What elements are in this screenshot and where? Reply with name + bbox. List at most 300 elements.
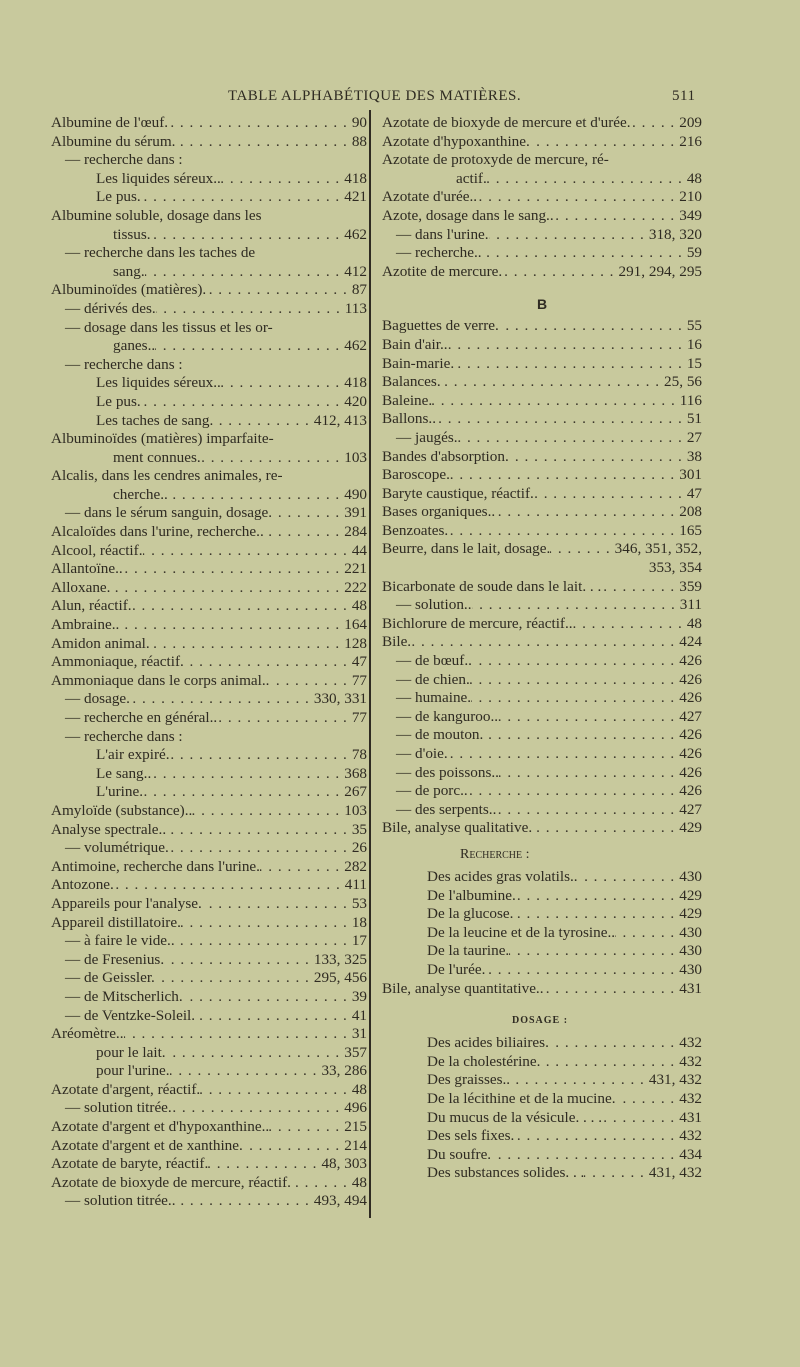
entry-term: — recherche en général.. [65, 709, 218, 726]
entry-term: — volumétrique. [65, 839, 169, 857]
entry-page-refs: 318, 320 [648, 225, 702, 243]
index-entry [51, 1025, 367, 1044]
entry-term: Bain-marie. [382, 354, 455, 372]
entry-page-refs: 214 [344, 1136, 367, 1154]
entry-term: Des substances solides. . . [427, 1164, 585, 1182]
dot-leader [213, 412, 314, 431]
dot-leader [495, 503, 679, 522]
entry-page-refs: 41 [351, 1006, 367, 1024]
entry-page-refs: 353, 354 [648, 559, 702, 577]
dot-leader [143, 542, 352, 561]
entry-page-refs: 47 [686, 484, 702, 502]
entry-term: Alloxane. [51, 578, 111, 596]
dot-leader [168, 486, 344, 505]
index-entry [51, 969, 367, 988]
entry-page-refs: 295, 456 [313, 969, 367, 987]
entries-recherche-group [382, 868, 702, 998]
index-entry [382, 942, 702, 961]
dot-leader [471, 689, 679, 708]
dot-leader [124, 1025, 352, 1044]
entry-page-refs: 430 [679, 867, 702, 885]
entry-term: De la taurine. [427, 942, 510, 960]
index-entry [51, 393, 367, 412]
entry-term: sang. [113, 262, 145, 280]
dot-leader [192, 802, 344, 821]
dot-leader [532, 819, 679, 838]
dot-leader [489, 226, 649, 245]
entry-page-refs: 116 [679, 391, 702, 409]
entry-page-refs: 430 [679, 923, 702, 941]
entry-page-refs: 301 [679, 466, 702, 484]
entry-page-refs: 47 [351, 653, 367, 671]
dot-leader [499, 764, 679, 783]
dot-leader [631, 114, 680, 133]
dot-leader [450, 466, 679, 485]
index-entry [382, 652, 702, 671]
index-entry [382, 410, 702, 429]
dot-leader [477, 188, 679, 207]
index-entry [51, 319, 367, 338]
entry-page-refs: 59 [686, 244, 702, 262]
entry-page-refs: 48 [686, 614, 702, 632]
index-entry [51, 281, 367, 300]
entry-term: — de Fresenius. [65, 950, 165, 968]
entry-page-refs: 165 [679, 521, 702, 539]
entry-page-refs: 462 [344, 225, 367, 243]
dot-leader [602, 1109, 679, 1128]
entry-page-refs: 426 [679, 726, 702, 744]
entry-term: Le pus. [96, 392, 141, 410]
entry-term: Bain d'air.. [382, 335, 448, 353]
index-entry [51, 1007, 367, 1026]
dot-leader [509, 942, 679, 961]
dot-leader [487, 170, 687, 189]
index-entry [382, 1090, 702, 1109]
dot-leader [221, 170, 344, 189]
index-entry [51, 1174, 367, 1193]
dot-leader [260, 858, 344, 877]
index-entry [382, 1164, 702, 1183]
entry-page-refs: 282 [344, 857, 367, 875]
index-entry [382, 1146, 702, 1165]
index-entry [382, 373, 702, 392]
entry-page-refs: 330, 331 [313, 690, 367, 708]
index-entry [51, 430, 367, 449]
index-entry [382, 188, 702, 207]
dot-leader [534, 485, 687, 504]
entry-term: Allantoïne.. [51, 560, 123, 578]
dot-leader [496, 801, 679, 820]
entry-term: ganes.. [113, 337, 156, 355]
entry-term: Azotate d'argent et de xanthine. [51, 1136, 243, 1154]
entry-term: Azotite de mercure. [382, 262, 503, 280]
entry-page-refs: 48 [351, 1173, 367, 1191]
entry-term: Les taches de sang. [96, 411, 214, 429]
entry-page-refs: 128 [344, 634, 367, 652]
entry-page-refs: 31 [351, 1025, 367, 1043]
dot-leader [530, 133, 679, 152]
entry-page-refs: 16 [686, 335, 702, 353]
entry-page-refs: 78 [351, 746, 367, 764]
entry-term: Ambraine.. [51, 616, 120, 634]
index-entry [382, 689, 702, 708]
index-entry [382, 801, 702, 820]
entry-page-refs: 424 [679, 633, 702, 651]
index-entry [51, 783, 367, 802]
entry-term: Appareils pour l'analyse. [51, 894, 202, 912]
entry-term: Bile, analyse quantitative.. [382, 979, 544, 997]
entry-term: Azotate de baryte, réactif. [51, 1155, 209, 1173]
entry-term: — dosage. [65, 690, 130, 708]
entry-term: — solution titrée. [65, 1099, 172, 1117]
entry-term: — d'oie. [396, 745, 448, 762]
entry-term: Antozone. [51, 876, 114, 894]
entry-page-refs: 48 [351, 597, 367, 615]
dot-leader [145, 263, 345, 282]
dot-leader [584, 1164, 649, 1183]
index-entry [51, 709, 367, 728]
dot-leader [482, 244, 687, 263]
index-entry [382, 133, 702, 152]
dot-leader [448, 745, 680, 764]
entry-page-refs: 490 [344, 485, 367, 503]
entry-term: — jaugés. [396, 428, 458, 446]
entry-term: Baroscope. [382, 466, 450, 484]
entry-term: — recherche dans : [65, 151, 183, 169]
index-entry [382, 226, 702, 245]
entry-term: Azotate de bioxyde de mercure et d'urée. [382, 114, 631, 131]
dot-leader [540, 1053, 679, 1072]
entry-page-refs: 215 [344, 1118, 367, 1136]
index-entry [51, 746, 367, 765]
dot-leader [454, 355, 687, 374]
index-entry [51, 802, 367, 821]
entry-term: Alcool, réactif. [51, 541, 143, 559]
entry-term: Azote, dosage dans le sang.. [382, 206, 554, 224]
entry-page-refs: 103 [344, 448, 367, 466]
index-entry [382, 819, 702, 838]
entry-term: — dans l'urine. [396, 225, 489, 243]
index-entry [51, 579, 367, 598]
entry-page-refs: 432 [679, 1127, 702, 1145]
index-entry [51, 672, 367, 691]
entry-term: Amidon animal. [51, 634, 150, 652]
dot-leader [491, 1146, 679, 1165]
entry-page-refs: 164 [344, 616, 367, 634]
entry-page-refs: 133, 325 [313, 950, 367, 968]
index-entry [51, 1137, 367, 1156]
dot-leader [616, 1090, 680, 1109]
dot-leader [195, 1007, 352, 1026]
index-entry [382, 485, 702, 504]
dot-leader [498, 708, 679, 727]
index-entry [51, 728, 367, 747]
entry-term: De la lécithine et de la mucine. [427, 1089, 616, 1107]
dot-leader [155, 969, 314, 988]
entry-page-refs: 87 [351, 281, 367, 299]
entry-page-refs: 426 [679, 652, 702, 670]
entry-page-refs: 27 [686, 428, 702, 446]
index-entry [51, 895, 367, 914]
entry-term: — de bœuf.. [396, 652, 472, 670]
index-entry [51, 560, 367, 579]
entry-page-refs: 88 [351, 132, 367, 150]
dot-leader [472, 596, 680, 615]
entry-page-refs: 209 [679, 114, 702, 131]
entry-page-refs: 496 [344, 1099, 367, 1117]
entry-page-refs: 39 [351, 987, 367, 1005]
dot-leader [110, 579, 344, 598]
entry-term: — de mouton. [396, 726, 484, 744]
entry-page-refs: 77 [351, 671, 367, 689]
index-entry [51, 876, 367, 895]
index-entry [382, 578, 702, 597]
index-entry [51, 151, 367, 170]
dot-leader [554, 207, 680, 226]
entry-term: Azotate de protoxyde de mercure, ré- [382, 151, 609, 169]
entry-term: Alcaloïdes dans l'urine, recherche.. [51, 523, 264, 541]
dot-leader [291, 1174, 352, 1193]
dot-leader [269, 672, 351, 691]
subheading-dosage: DOSAGE : [512, 1015, 569, 1027]
entry-term: Ammoniaque, réactif. [51, 653, 184, 671]
index-entry [382, 905, 702, 924]
index-entry [51, 226, 367, 245]
section-letter-b: B [536, 296, 548, 313]
entry-page-refs: 420 [344, 392, 367, 410]
entry-term: — de porc.. [396, 782, 468, 800]
entry-page-refs: 346, 351, 352, [614, 540, 702, 558]
entry-term: — solution.. [396, 596, 472, 614]
entry-term: — des serpents.. [396, 800, 497, 818]
entry-term: De l'urée. [427, 960, 486, 978]
entry-page-refs: 412, 413 [313, 411, 367, 429]
index-entry [382, 503, 702, 522]
dot-leader [509, 448, 687, 467]
dot-leader [483, 726, 679, 745]
entry-page-refs: 267 [344, 783, 367, 801]
dot-leader [485, 961, 679, 980]
entry-term: Albuminoïdes (matières). [51, 281, 207, 299]
entry-term: De la leucine et de la tyrosine.. [427, 923, 616, 941]
entry-page-refs: 432 [679, 1052, 702, 1070]
entry-term: actif. [456, 169, 487, 187]
entry-page-refs: 51 [686, 410, 702, 428]
entry-term: Azotate d'argent et d'hypoxanthine.. [51, 1118, 270, 1136]
index-entry [51, 1044, 367, 1063]
entry-page-refs: 431, 432 [648, 1071, 702, 1089]
index-entry [51, 988, 367, 1007]
dot-leader [441, 373, 664, 392]
index-entry [382, 708, 702, 727]
dot-leader [468, 782, 680, 801]
dot-leader [176, 1192, 314, 1211]
entry-page-refs: 25, 56 [664, 373, 702, 391]
entry-page-refs: 426 [679, 670, 702, 688]
index-column-right [382, 114, 702, 1183]
entry-term: — humaine. [396, 689, 472, 707]
entry-page-refs: 208 [679, 503, 702, 521]
entry-term: pour l'urine. [96, 1062, 170, 1080]
dot-leader [151, 765, 344, 784]
index-entry [51, 207, 367, 226]
entry-term: Analyse spectrale.. [51, 820, 167, 838]
index-entry [51, 523, 367, 542]
entry-term: De l'albumine. [427, 886, 516, 904]
index-entry [51, 597, 367, 616]
index-entry [51, 653, 367, 672]
dot-leader [544, 980, 680, 999]
entry-term: Le sang.. [96, 764, 152, 782]
entry-term: — dérivés des. [65, 299, 156, 317]
dot-leader [208, 1155, 321, 1174]
dot-leader [141, 393, 345, 412]
entry-term: L'urine. [96, 783, 144, 801]
dot-leader [166, 821, 352, 840]
index-entry [51, 504, 367, 523]
index-entry [51, 858, 367, 877]
dot-leader [217, 709, 352, 728]
index-entry [51, 374, 367, 393]
index-entry [51, 914, 367, 933]
entry-page-refs: 17 [351, 932, 367, 950]
entry-term: Alun, réactif. [51, 597, 132, 615]
entry-term: Bases organiques.. [382, 503, 496, 521]
index-entry [51, 1118, 367, 1137]
dot-leader [175, 932, 352, 951]
entry-page-refs: 291, 294, 295 [618, 262, 702, 280]
index-entry [51, 449, 367, 468]
dot-leader [202, 895, 352, 914]
index-entry [382, 745, 702, 764]
index-entry [51, 542, 367, 561]
index-entry [51, 467, 367, 486]
dot-leader [123, 560, 345, 579]
entry-page-refs: 430 [679, 960, 702, 978]
index-entry [51, 932, 367, 951]
entry-page-refs: 427 [679, 707, 702, 725]
entry-page-refs: 426 [679, 763, 702, 781]
entry-term: Baguettes de verre. [382, 317, 499, 335]
entry-term: Bandes d'absorption. [382, 447, 509, 465]
entry-term: Azotate d'urée.. [382, 188, 478, 206]
index-entry [51, 1192, 367, 1211]
index-entry [382, 392, 702, 411]
dot-leader [181, 914, 352, 933]
index-entry [51, 170, 367, 189]
dot-leader [221, 374, 344, 393]
entry-term: Antimoine, recherche dans l'urine. [51, 857, 260, 875]
entry-term: Azotate d'hypoxanthine. [382, 132, 530, 150]
index-entry [382, 596, 702, 615]
entry-page-refs: 53 [351, 894, 367, 912]
entry-term: Ammoniaque dans le corps animal.. [51, 671, 270, 689]
entry-term: Les liquides séreux.. [96, 169, 221, 187]
index-entry [382, 448, 702, 467]
entry-term: Bichlorure de mercure, réactif.. [382, 614, 573, 632]
entry-term: Balances. [382, 373, 441, 391]
page-number: 511 [672, 88, 696, 104]
index-entry [382, 170, 702, 189]
entry-page-refs: 38 [686, 447, 702, 465]
entry-term: — des poissons.. [396, 763, 499, 781]
subheading-recherche: Recherche : [460, 846, 530, 862]
index-entry [51, 133, 367, 152]
entry-term: Albuminoïdes (matières) imparfaite- [51, 430, 274, 448]
index-entry [51, 337, 367, 356]
dot-leader [448, 336, 687, 355]
index-entry [382, 1109, 702, 1128]
index-entry [51, 486, 367, 505]
entry-term: Alcalis, dans les cendres animales, re- [51, 467, 283, 485]
dot-leader [550, 540, 614, 559]
entry-term: cherche.. [113, 485, 168, 503]
entry-term: — recherche dans : [65, 355, 183, 373]
entry-page-refs: 391 [344, 504, 367, 522]
entry-term: Albumine soluble, dosage dans les [51, 206, 262, 224]
entry-term: pour le lait. [96, 1043, 166, 1061]
index-entry [51, 839, 367, 858]
entry-term: Baleine. [382, 391, 433, 409]
dot-leader [168, 114, 352, 133]
entry-term: Benzoates. [382, 521, 449, 539]
index-entry [382, 615, 702, 634]
index-entry [51, 1081, 367, 1100]
entry-page-refs: 431 [679, 979, 702, 997]
index-entry [382, 1053, 702, 1072]
index-entry [51, 616, 367, 635]
index-entry [382, 317, 702, 336]
index-entry [51, 635, 367, 654]
index-entry [382, 961, 702, 980]
dot-leader [141, 188, 345, 207]
entry-page-refs: 430 [679, 942, 702, 960]
index-entry [382, 522, 702, 541]
entry-term: tissus. [113, 225, 151, 243]
entry-page-refs: 103 [344, 801, 367, 819]
entry-page-refs: 418 [344, 374, 367, 392]
dot-leader [272, 504, 344, 523]
running-header-title: TABLE ALPHABÉTIQUE DES MATIÈRES. [228, 88, 522, 104]
entry-page-refs: 349 [679, 206, 702, 224]
dot-leader [156, 300, 345, 319]
entry-term: — de kanguroo.. [396, 707, 499, 725]
entry-page-refs: 48, 303 [321, 1155, 367, 1173]
entry-term: — à faire le vide.. [65, 932, 175, 950]
dot-leader [183, 988, 352, 1007]
entry-page-refs: 432 [679, 1034, 702, 1052]
entry-page-refs: 462 [344, 337, 367, 355]
index-entry [382, 782, 702, 801]
index-entry [382, 764, 702, 783]
entry-page-refs: 48 [351, 1080, 367, 1098]
entry-term: Azotate d'argent, réactif. [51, 1080, 201, 1098]
dot-leader [130, 690, 314, 709]
entry-page-refs: 18 [351, 913, 367, 931]
dot-leader [516, 887, 679, 906]
entry-term: De la glucose. [427, 905, 514, 923]
index-entry [382, 1071, 702, 1090]
dot-leader [269, 1118, 344, 1137]
index-entry [51, 356, 367, 375]
entry-page-refs: 48 [686, 169, 702, 187]
entry-term: — recherche dans : [65, 727, 183, 745]
entry-page-refs: 368 [344, 764, 367, 782]
index-entry [51, 765, 367, 784]
entry-term: Les liquides séreux.. [96, 374, 221, 392]
entry-term: Aréomètre.. [51, 1025, 124, 1043]
entry-page-refs: 427 [679, 800, 702, 818]
